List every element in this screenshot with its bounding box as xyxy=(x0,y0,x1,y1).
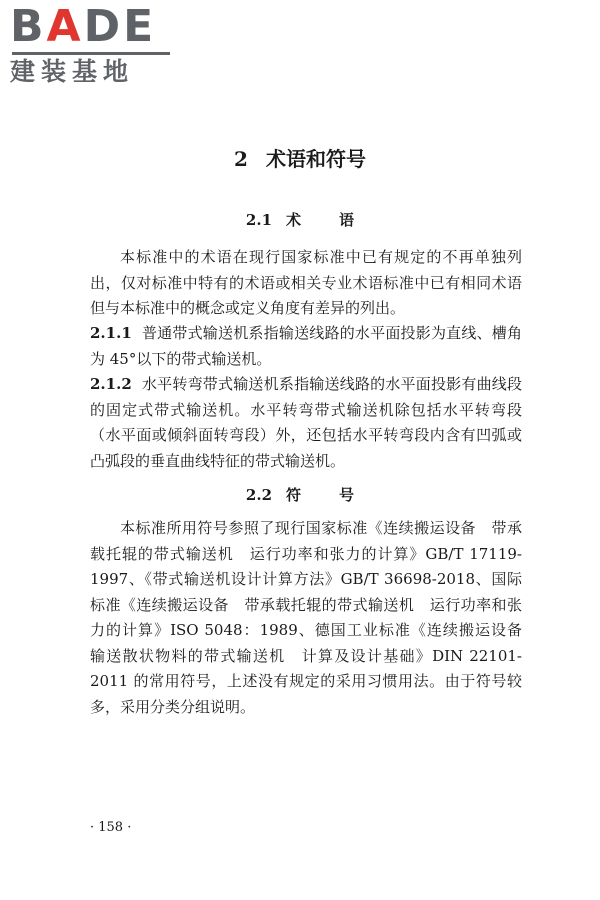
section-heading-symbols xyxy=(0,483,600,507)
clause-text: 普通带式输送机系指输送线路的水平面投影为直线、槽角为 45°以下的带式输送机。 xyxy=(90,324,522,368)
symbols-paragraph: 本标准所用符号参照了现行国家标准《连续搬运设备 带承载托辊的带式输送机 运行功率和张力的计算》GB/T 17119-1997、《带式输送机设计计算方法》GB/T 36698-2018、国际标准《连续搬运设备 带承载托辊的带式输送机 运行功率和张力的计算》ISO 5048：1989、德国工业标准《连续搬运设备 输送散状物料的带式输送机 计算及设计基础》DIN 22101-2011 的常用符号，上述没有规定的采用习惯用法。由于符号较多，采用分类分组说明。 xyxy=(90,519,538,716)
clause-number: 2.1.1 xyxy=(90,324,132,342)
section-title-char-2: 号 xyxy=(339,486,355,504)
logo-underline xyxy=(12,52,170,55)
logo-letters-de: DE xyxy=(83,1,157,52)
clause-2-1-1 xyxy=(90,321,522,372)
chapter-title xyxy=(0,144,600,174)
section-title-char-1: 术 xyxy=(286,211,302,229)
section-heading-terms xyxy=(0,208,600,232)
watermark-logo xyxy=(10,1,180,88)
clause-2-1-2 xyxy=(90,372,522,474)
chapter-number: 2 xyxy=(234,147,248,171)
chapter-title-text: 术语和符号 xyxy=(265,147,366,171)
section-number: 2.2 xyxy=(245,486,273,504)
clause-number: 2.1.2 xyxy=(90,375,132,393)
logo-brand-chinese: 建装基地 xyxy=(10,57,135,86)
section-number: 2.1 xyxy=(245,211,273,229)
logo-letter-a-accent: A xyxy=(46,1,84,52)
page-number: · 158 · xyxy=(90,820,132,835)
logo-brand-latin xyxy=(10,1,180,52)
section-title-char-1: 符 xyxy=(286,486,302,504)
logo-letter-b: B xyxy=(10,1,47,52)
section-title-char-2: 语 xyxy=(339,211,355,229)
terms-intro-paragraph: 本标准中的术语在现行国家标准中已有规定的不再单独列出，仅对标准中特有的术语或相关专业术语标准中已有相同术语但与本标准中的概念或定义角度有差异的列出。 xyxy=(90,248,522,317)
clause-text: 水平转弯带式输送机系指输送线路的水平面投影有曲线段的固定式带式输送机。水平转弯带式输送机除包括水平转弯段（水平面或倾斜面转弯段）外，还包括水平转弯段内含有凹弧或凸弧段的垂直曲线特征的带式输送机。 xyxy=(90,375,522,470)
